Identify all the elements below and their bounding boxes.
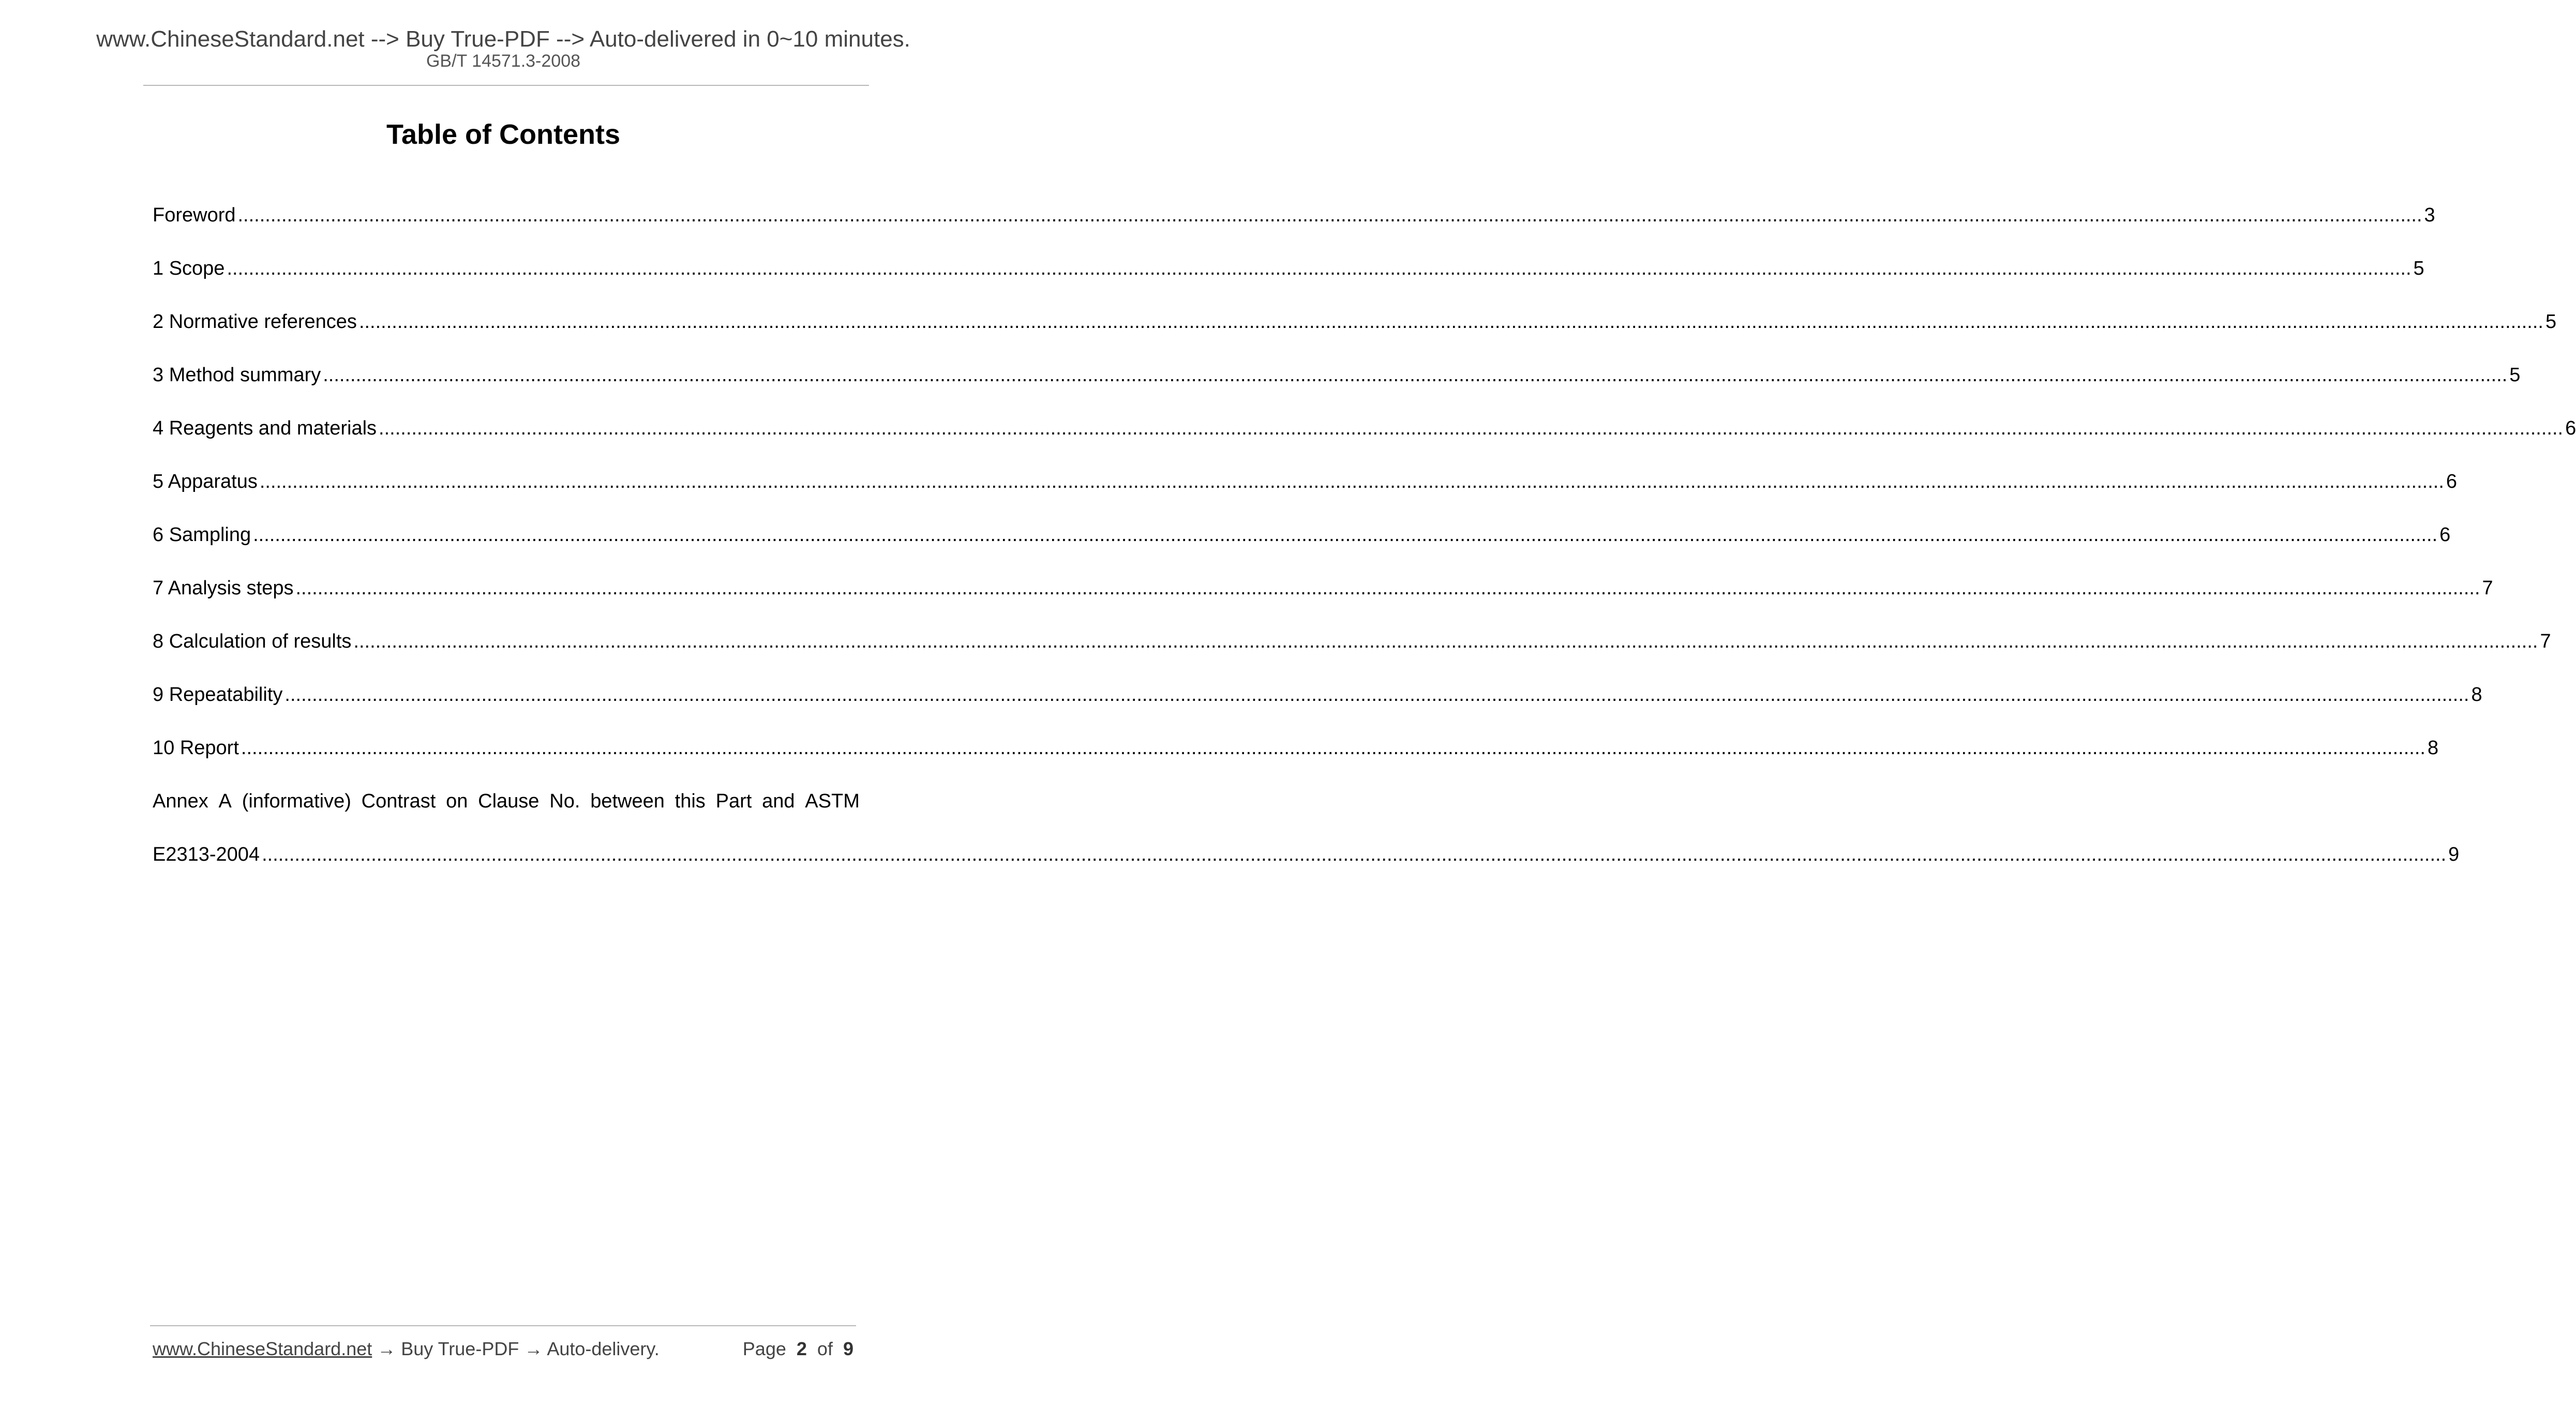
toc-entry-label: 3 Method summary	[153, 364, 321, 386]
toc-entry-page: 5	[2545, 311, 2557, 333]
annex-word: Contrast	[361, 790, 436, 812]
toc-entry-page: 3	[2424, 204, 2435, 226]
toc-entry-label: 2 Normative references	[153, 311, 357, 333]
toc-entry-page: 8	[2471, 684, 2482, 706]
toc-leader-dots: ................................................................................................................................................................................................................................................................................................................................................................................................................	[259, 471, 2444, 492]
toc-entry-label: E2313-2004	[153, 844, 260, 865]
annex-word: ASTM	[805, 790, 860, 812]
annex-word: this	[675, 790, 706, 812]
toc-entry-label: 8 Calculation of results	[153, 631, 352, 652]
footer-left	[153, 1338, 660, 1360]
page-footer	[153, 1338, 853, 1360]
toc-entry-page: 6	[2446, 471, 2458, 492]
toc-entry-label: 10 Report	[153, 737, 239, 759]
toc-entry-label: 1 Scope	[153, 258, 225, 279]
toc-entry-page: 5	[2413, 258, 2424, 279]
footer-divider	[150, 1325, 856, 1326]
footer-tagline: → Buy True-PDF → Auto-delivery.	[372, 1338, 660, 1359]
toc-entry[interactable]	[153, 465, 2458, 518]
annex-word: between	[590, 790, 665, 812]
annex-word: Part	[715, 790, 752, 812]
toc-entry-page: 6	[2565, 417, 2576, 439]
toc-leader-dots: ................................................................................................................................................................................................................................................................................................................................................................................................................	[323, 364, 2508, 386]
toc-leader-dots: ................................................................................................................................................................................................................................................................................................................................................................................................................	[284, 684, 2469, 706]
toc-leader-dots: ................................................................................................................................................................................................................................................................................................................................................................................................................	[358, 311, 2543, 333]
toc-entry[interactable]	[153, 199, 2435, 252]
toc-entry[interactable]	[153, 305, 2557, 358]
toc-entry-label: 7 Analysis steps	[153, 577, 294, 599]
page-title: Table of Contents	[386, 119, 620, 150]
page-current: 2	[796, 1338, 807, 1359]
toc-entry[interactable]	[153, 252, 2424, 305]
toc-leader-dots: ................................................................................................................................................................................................................................................................................................................................................................................................................	[227, 258, 2412, 279]
toc-leader-dots: ................................................................................................................................................................................................................................................................................................................................................................................................................	[262, 844, 2447, 865]
toc-entry[interactable]	[153, 572, 2493, 625]
toc-entry[interactable]	[153, 678, 2482, 731]
page-number	[743, 1338, 853, 1360]
toc-entry-page: 8	[2427, 737, 2439, 759]
annex-word: and	[762, 790, 795, 812]
document-id: GB/T 14571.3-2008	[426, 51, 581, 71]
page-total: 9	[843, 1338, 853, 1359]
toc-entry-page: 7	[2540, 631, 2551, 652]
of-word: of	[817, 1338, 833, 1359]
table-of-contents	[153, 199, 2576, 891]
toc-entry-label: 4 Reagents and materials	[153, 417, 377, 439]
header-banner: www.ChineseStandard.net --> Buy True-PDF --> Auto-delivered in 0~10 minutes.	[96, 26, 910, 52]
annex-word: A	[218, 790, 232, 812]
toc-entry[interactable]	[153, 358, 2521, 412]
toc-entry-page: 5	[2509, 364, 2521, 386]
footer-site-link[interactable]: www.ChineseStandard.net	[153, 1338, 372, 1359]
toc-leader-dots: ................................................................................................................................................................................................................................................................................................................................................................................................................	[253, 524, 2438, 546]
toc-annex-line2[interactable]	[153, 838, 2460, 891]
annex-word: Annex	[153, 790, 208, 812]
toc-leader-dots: ................................................................................................................................................................................................................................................................................................................................................................................................................	[237, 204, 2422, 226]
toc-entry-page: 6	[2439, 524, 2451, 546]
toc-leader-dots: ................................................................................................................................................................................................................................................................................................................................................................................................................	[295, 577, 2480, 599]
toc-entry[interactable]	[153, 731, 2439, 785]
toc-annex-line1[interactable]	[153, 785, 860, 838]
toc-entry-label: 9 Repeatability	[153, 684, 283, 706]
toc-entry-page: 9	[2448, 844, 2460, 865]
header-divider	[143, 85, 869, 86]
annex-word: (informative)	[242, 790, 351, 812]
toc-entry-page: 7	[2482, 577, 2493, 599]
page-word: Page	[742, 1338, 786, 1359]
toc-entry[interactable]	[153, 625, 2551, 678]
toc-entry-label: Foreword	[153, 204, 236, 226]
annex-word: on	[446, 790, 468, 812]
toc-entry-label: 5 Apparatus	[153, 471, 258, 492]
annex-word: No.	[549, 790, 580, 812]
toc-entry-label: 6 Sampling	[153, 524, 251, 546]
toc-entry[interactable]	[153, 518, 2451, 572]
toc-leader-dots: ................................................................................................................................................................................................................................................................................................................................................................................................................	[241, 737, 2425, 759]
toc-leader-dots: ................................................................................................................................................................................................................................................................................................................................................................................................................	[379, 417, 2564, 439]
toc-entry[interactable]	[153, 412, 2576, 465]
annex-word: Clause	[478, 790, 540, 812]
toc-leader-dots: ................................................................................................................................................................................................................................................................................................................................................................................................................	[353, 631, 2538, 652]
